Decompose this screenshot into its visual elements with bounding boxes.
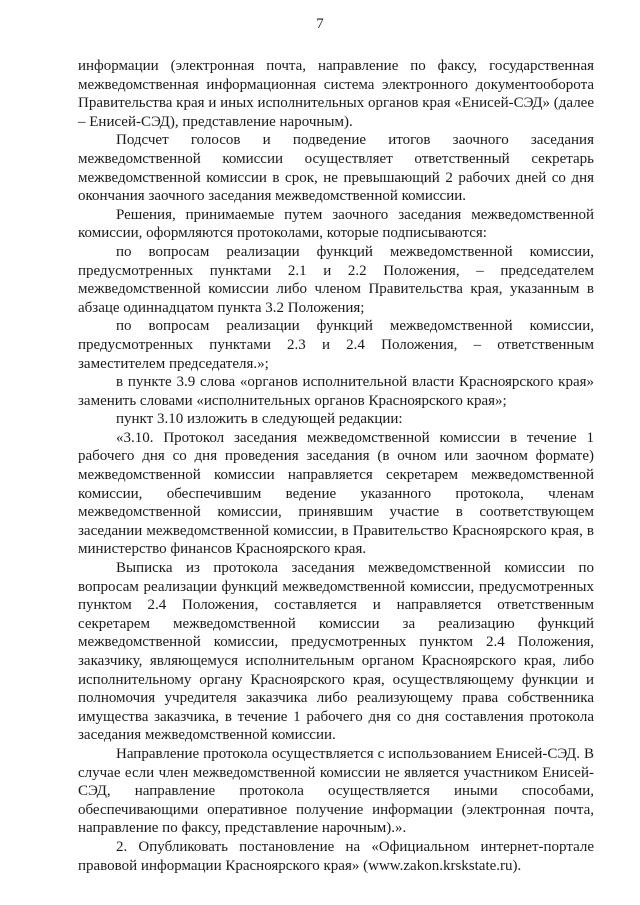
paragraph: по вопросам реализации функций межведомственной комиссии, предусмотренных пунктами 2.1 и 2.2 Положения, – председателем межведомственной комиссии либо членом Правительства края, указанным в абзаце одиннадцатом пункта 3.2 Положения;	[78, 243, 594, 316]
paragraph: по вопросам реализации функций межведомственной комиссии, предусмотренных пунктами 2.3 и 2.4 Положения, – ответственным заместителем председателя.»;	[78, 318, 594, 372]
paragraph: «3.10. Протокол заседания межведомственной комиссии в течение 1 рабочего дня со дня проведения заседания (в очном или заочном формате) межведомственной комиссии направляется секретарем межведомственной комиссии, обеспечившим ведение указанного протокола, членам межведомственной комиссии, принявшим участие в соответствующем заседании межведомственной комиссии, в Правительство Красноярского края, в министерство финансов Красноярского края.	[78, 429, 594, 558]
paragraph: в пункте 3.9 слова «органов исполнительной власти Красноярского края» заменить словами «исполнительных органов Красноярского края»;	[78, 374, 594, 409]
paragraph: Направление протокола осуществляется с использованием Енисей-СЭД. В случае если член межведомственной комиссии не является участником Енисей-СЭД, направление протокола осуществляется иными способами, обеспечивающими оперативное получение информации (электронная почта, направление по факсу, представление нарочным).».	[78, 745, 594, 837]
paragraph: Решения, принимаемые путем заочного заседания межведомственной комиссии, оформляются протоколами, которые подписываются:	[78, 206, 594, 242]
paragraph: 2. Опубликовать постановление на «Официальном интернет-портале правовой информации Красноярского края» (www.zakon.krskstate.ru).	[78, 838, 594, 874]
paragraph: Выписка из протокола заседания межведомственной комиссии по вопросам реализации функций межведомственной комиссии, предусмотренных пунктом 2.4 Положения, составляется и направляется ответственным секретарем межведомственной комиссии за реализацию функций межведомственной комиссии, предусмотренных пунктом 2.4 Положения, заказчику, являющемуся исполнительным органом Красноярского края, либо исполнительному органу Красноярского края, осуществляющему функции и полномочия учредителя заказчика либо реализующему права собственника имущества заказчика, в течение 1 рабочего дня со дня составления протокола заседания межведомственной комиссии.	[78, 560, 594, 744]
paragraph: информации (электронная почта, направление по факсу, государственная межведомственная информационная система электронного документооборота Правительства края и иных исполнительных органов края «Енисей-СЭД» (далее – Енисей-СЭД), представление нарочным).	[78, 58, 594, 130]
document-body	[78, 57, 594, 875]
page-number: 7	[316, 16, 324, 32]
paragraph: пункт 3.10 изложить в следующей редакции:	[116, 411, 403, 428]
paragraph: Подсчет голосов и подведение итогов заочного заседания межведомственной комиссии осуществляет ответственный секретарь межведомственной комиссии в срок, не превышающий 2 рабочих дней со дня окончания заочного заседания межведомственной комиссии.	[78, 132, 594, 205]
